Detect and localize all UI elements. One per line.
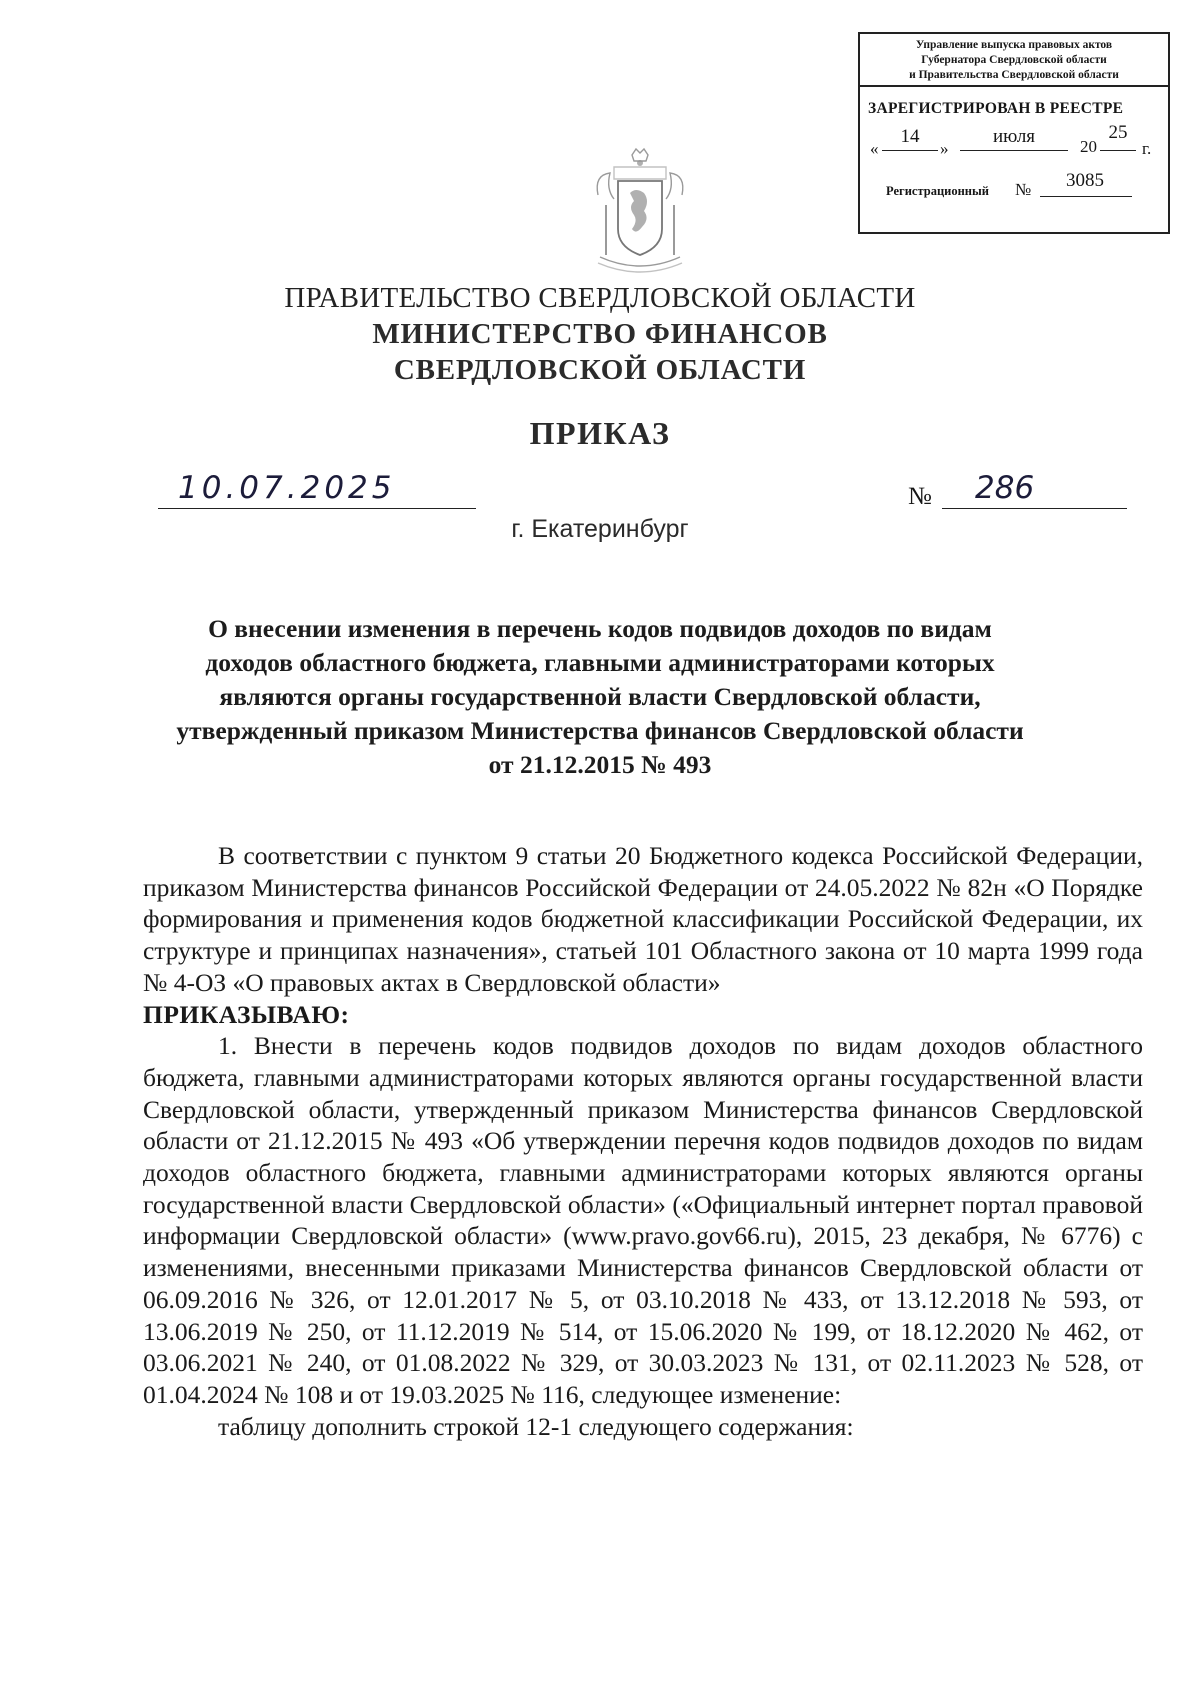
- order-date-handwritten: 10.07.2025: [178, 470, 396, 506]
- title-line-4: утвержденный приказом Министерства финансов Свердловской области: [176, 716, 1024, 745]
- city: г. Екатеринбург: [511, 515, 689, 543]
- ministry-title-line-2: СВЕРДЛОВСКОЙ ОБЛАСТИ: [393, 354, 807, 386]
- registration-stamp: [858, 32, 1170, 234]
- order-number-sign: №: [908, 483, 932, 510]
- title-line-1: О внесении изменения в перечень кодов подвидов доходов по видам: [208, 614, 992, 643]
- stamp-year-prefix: 20: [1080, 137, 1097, 156]
- preamble-paragraph: В соответствии с пунктом 9 статьи 20 Бюджетного кодекса Российской Федерации, приказом Министерства финансов Российской Федерации от 24.05.2022 № 82н «О Порядке формирования и применения кодов бюджетной классификации Российской Федерации, их структуре и принципах назначения», статьей 101 Областного закона от 10 марта 1999 года № 4-ОЗ «О правовых актах в Свердловской области»: [143, 841, 1143, 997]
- title-line-5: от 21.12.2015 № 493: [488, 750, 712, 779]
- stamp-reg-label: Регистрационный: [886, 184, 989, 198]
- order-number-line: [942, 508, 1127, 509]
- stamp-year-suffix: 25: [1108, 122, 1128, 143]
- order-number-handwritten: 286: [975, 470, 1035, 506]
- stamp-year-line: [1100, 150, 1136, 151]
- stamp-day: 14: [900, 126, 920, 147]
- document-type: ПРИКАЗ: [529, 415, 671, 451]
- stamp-reg-number-line: [1040, 196, 1132, 197]
- stamp-header-line-2: Губернатора Свердловской области: [921, 54, 1107, 66]
- stamp-header: [860, 34, 1168, 87]
- ministry-title-line-1: МИНИСТЕРСТВО ФИНАНСОВ: [372, 318, 828, 350]
- stamp-reg-number: 3085: [1066, 170, 1104, 191]
- stamp-quote-open: «: [870, 139, 879, 158]
- stamp-header-line-1: Управление выпуска правовых актов: [915, 39, 1113, 51]
- title-line-2: доходов областного бюджета, главными администраторами которых: [205, 648, 995, 677]
- item-1-paragraph: 1. Внести в перечень кодов подвидов доходов по видам доходов областного бюджета, главными администраторами которых являются органы государственной власти Свердловской области, утвержденный приказом Министерства финансов Свердловской области от 21.12.2015 № 493 «Об утверждении перечня кодов подвидов доходов по видам доходов областного бюджета, главными администраторами которых являются органы государственной власти Свердловской области» («Официальный интернет портал правовой информации Свердловской области» (www.pravo.gov66.ru), 2015, 23 декабря, № 6776) с изменениями, внесенными приказами Министерства финансов Свердловской области от 06.09.2016 № 326, от 12.01.2017 № 5, от 03.10.2018 № 433, от 13.12.2018 № 593, от 13.06.2019 № 250, от 11.12.2019 № 514, от 15.06.2020 № 199, от 18.12.2020 № 462, от 03.06.2021 № 240, от 01.08.2022 № 329, от 30.03.2023 № 131, от 02.11.2023 № 528, от 01.04.2024 № 108 и от 19.03.2025 № 116, следующее изменение:: [143, 1031, 1143, 1409]
- stamp-year-unit: г.: [1142, 139, 1152, 158]
- order-word: ПРИКАЗЫВАЮ:: [143, 999, 350, 1029]
- government-title: ПРАВИТЕЛЬСТВО СВЕРДЛОВСКОЙ ОБЛАСТИ: [284, 282, 916, 314]
- stamp-quote-close: »: [940, 139, 949, 158]
- stamp-header-line-3: и Правительства Свердловской области: [909, 69, 1119, 81]
- document-body: [143, 840, 1143, 1442]
- stamp-month: июля: [992, 126, 1036, 147]
- document-title: [140, 612, 1060, 782]
- stamp-month-line: [960, 150, 1068, 151]
- coat-of-arms-icon: [580, 145, 700, 275]
- stamp-number-sign: №: [1015, 180, 1032, 199]
- title-line-3: являются органы государственной власти Свердловской области,: [219, 682, 981, 711]
- stamp-registered-label: ЗАРЕГИСТРИРОВАН В РЕЕСТРЕ: [868, 100, 1124, 117]
- order-date-line: [158, 508, 476, 509]
- item-1-sub-paragraph: таблицу дополнить строкой 12-1 следующего содержания:: [218, 1411, 854, 1441]
- stamp-day-line: [882, 150, 938, 151]
